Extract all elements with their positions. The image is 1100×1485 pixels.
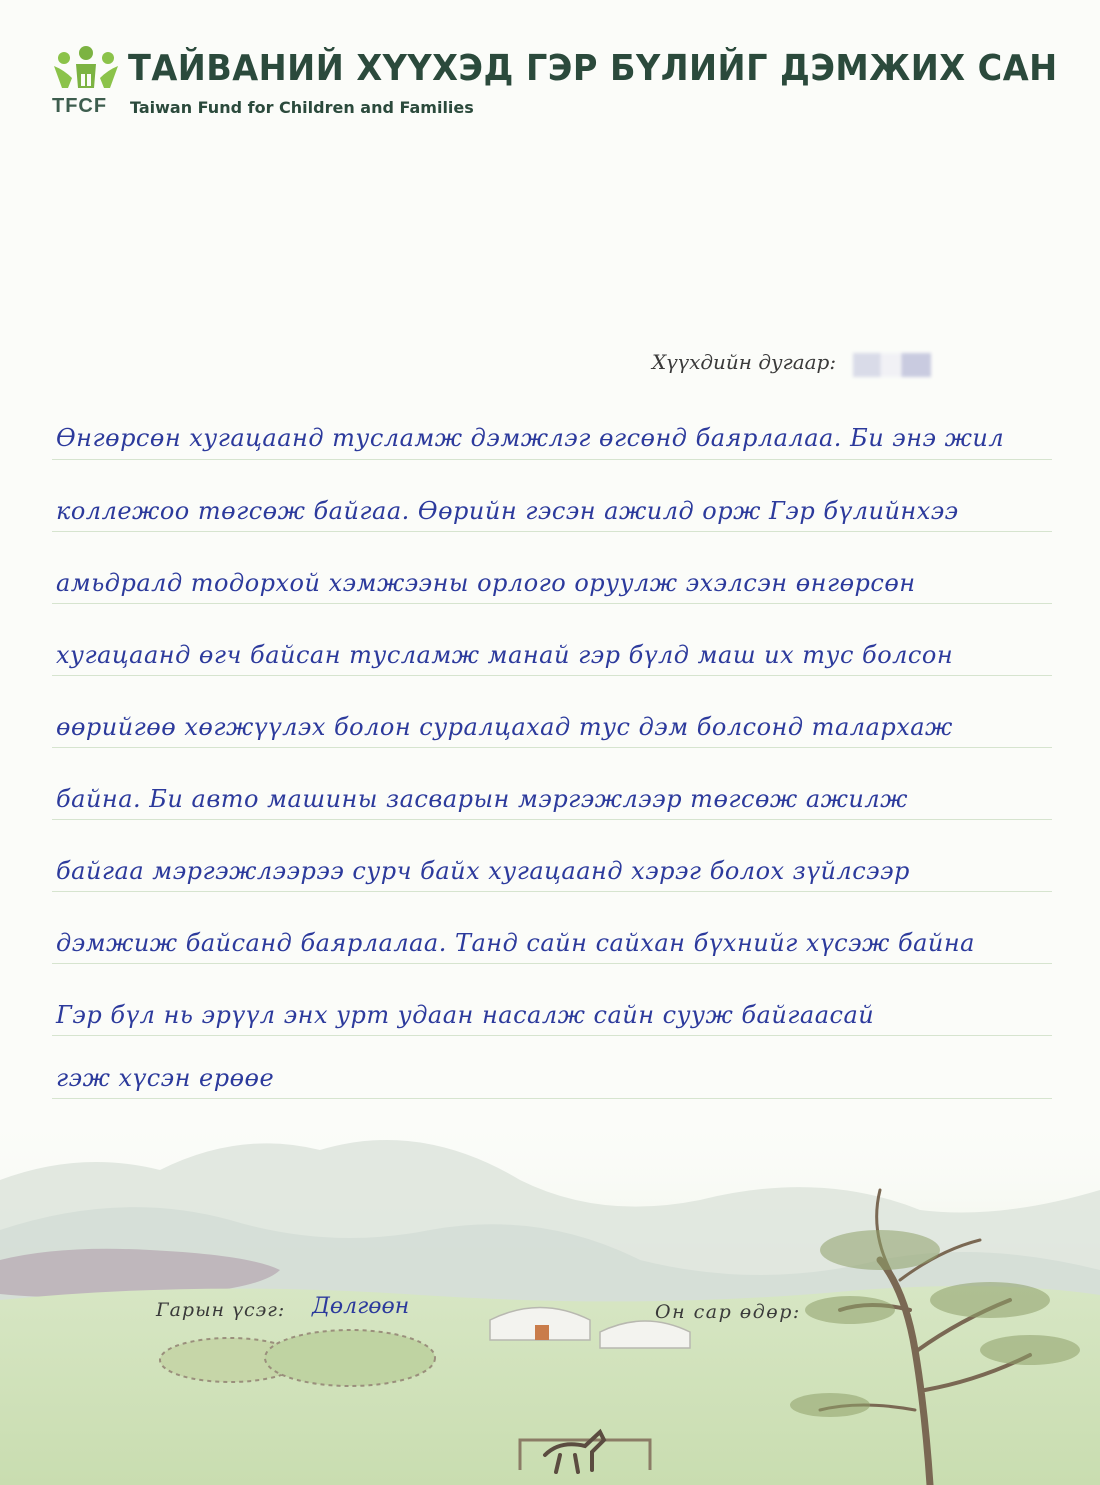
signature-value: Дөлгөөн [312, 1294, 410, 1319]
ruled-line [52, 1035, 1052, 1036]
org-abbreviation: TFCF [52, 95, 108, 117]
org-name-english: Taiwan Fund for Children and Families [130, 98, 474, 117]
letter-line: байгаа мэргэжлээрээ сурч байх хугацаанд хэрэг болох зүйлсээр [56, 857, 910, 885]
org-name: ТАЙВАНИЙ ХҮҮХЭД ГЭР БҮЛИЙГ ДЭМЖИХ САН [128, 48, 1058, 89]
child-number-redacted [853, 353, 931, 377]
ruled-line [52, 963, 1052, 964]
ruled-line [52, 675, 1052, 676]
ruled-line [52, 1098, 1052, 1099]
steppe-landscape-illustration [0, 1110, 1100, 1485]
letter-line: гэж хүсэн ерөөе [56, 1064, 275, 1092]
ruled-line [52, 819, 1052, 820]
letter-line: Гэр бүл нь эрүүл энх урт удаан насалж сайн сууж байгаасай [56, 1001, 875, 1029]
letter-line: өөрийгөө хөгжүүлэх болон суралцахад тус дэм болсонд талархаж [56, 713, 953, 741]
date-label: Он сар өдөр: [655, 1301, 801, 1323]
letter-line: хугацаанд өгч байсан тусламж манай гэр бүлд маш их тус болсон [56, 641, 954, 669]
letter-line: амьдралд тодорхой хэмжээны орлого оруулж эхэлсэн өнгөрсөн [56, 569, 916, 597]
ruled-line [52, 747, 1052, 748]
signature-label: Гарын үсэг: [156, 1299, 286, 1321]
ruled-line [52, 891, 1052, 892]
letter-line: коллежоо төгсөж байгаа. Өөрийн гэсэн ажилд орж Гэр бүлийнхээ [56, 497, 959, 525]
letter-line: Өнгөрсөн хугацаанд тусламж дэмжлэг өгсөнд баярлалаа. Би энэ жил [56, 424, 1005, 452]
letterhead [50, 44, 1060, 124]
ruled-line [52, 603, 1052, 604]
letter-line: байна. Би авто машины засварын мэргэжлээр төгсөж ажилж [56, 785, 908, 813]
letter-line: дэмжиж байсанд баярлалаа. Танд сайн сайхан бүхнийг хүсэж байна [56, 929, 975, 957]
child-number-field [652, 350, 931, 377]
ruled-line [52, 459, 1052, 460]
ruled-line [52, 531, 1052, 532]
child-number-label: Хүүхдийн дугаар: [652, 350, 837, 374]
